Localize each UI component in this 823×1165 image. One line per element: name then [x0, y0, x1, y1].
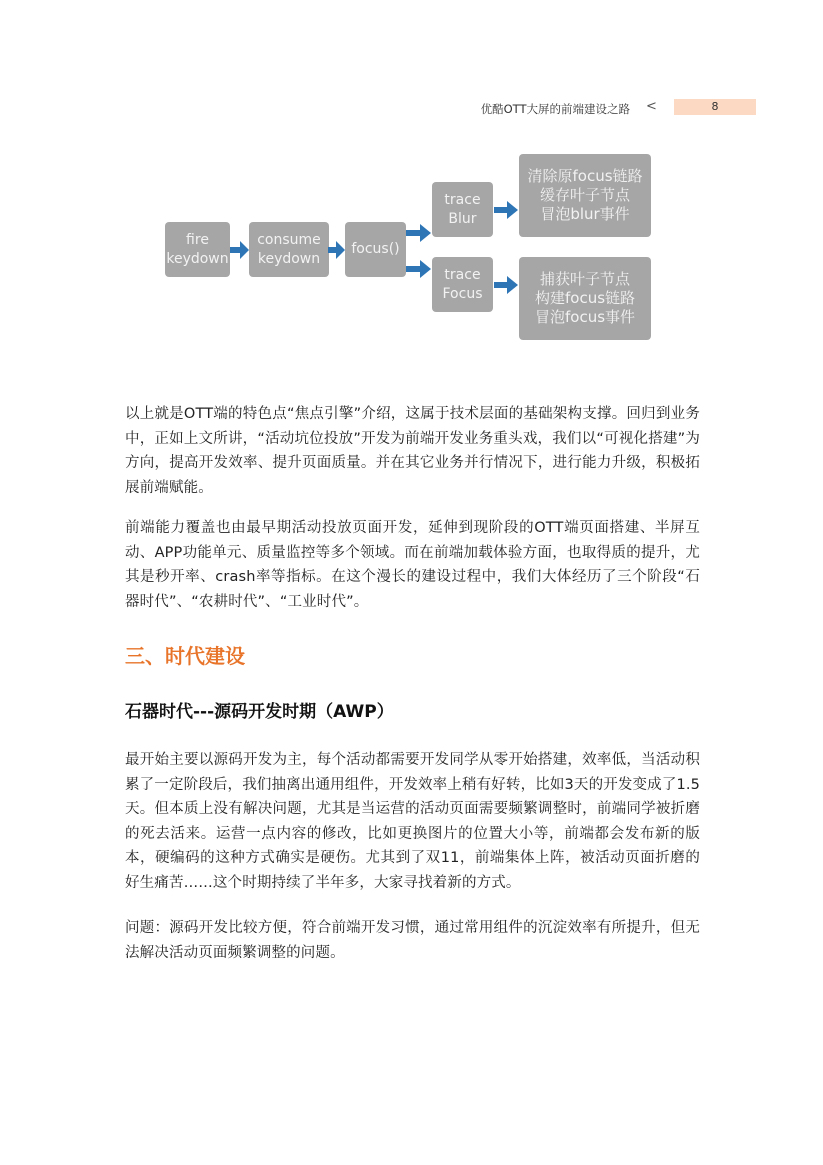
paragraph-intro: 以上就是OTT端的特色点“焦点引擎”介绍，这属于技术层面的基础架构支撑。回归到业务中，正如上文所讲，“活动坑位投放”开发为前端开发业务重头戏，我们以“可视化搭建”为方向，提高开发效率、提升页面质量。并在其它业务并行情况下，进行能力升级，积极拓展前端赋能。 — [125, 406, 700, 496]
section-heading: 三、时代建设 — [125, 644, 245, 668]
page-number: 8 — [674, 99, 756, 115]
arrow-focus-to-trace-focus — [406, 258, 432, 280]
sub-heading: 石器时代---源码开发时期（AWP） — [125, 702, 394, 722]
trace-blur-box: trace Blur — [432, 182, 493, 237]
arrow-consume-to-focus — [328, 240, 346, 260]
consume-keydown-box: consume keydown — [249, 222, 329, 277]
arrow-focus-to-actions — [494, 274, 519, 296]
blur-actions-box: 清除原focus链路 缓存叶子节点 冒泡blur事件 — [519, 154, 651, 237]
paragraph-capability: 前端能力覆盖也由最早期活动投放页面开发，延伸到现阶段的OTT端页面搭建、半屏互动、APP功能单元、质量监控等多个领域。而在前端加载体验方面，也取得质的提升，尤其是秒开率、crash率等指标。在这个漫长的建设过程中，我们大体经历了三个阶段“石器时代”、“农耕时代”、“工业时代”。 — [125, 520, 700, 610]
focus-call-box: focus() — [345, 222, 406, 277]
paragraph-stone-age: 最开始主要以源码开发为主，每个活动都需要开发同学从零开始搭建，效率低，当活动积累了一定阶段后，我们抽离出通用组件，开发效率上稍有好转，比如3天的开发变成了1.5天。但本质上没有解决问题，尤其是当运营的活动页面需要频繁调整时，前端同学被折磨的死去活来。运营一点内容的修改，比如更换图片的位置大小等，前端都会发布新的版本，硬编码的这种方式确实是硬伤。尤其到了双11，前端集体上阵，被活动页面折磨的好生痛苦……这个时期持续了半年多，大家寻找着新的方式。 — [125, 752, 700, 891]
arrow-focus-to-trace-blur — [406, 222, 432, 244]
chevron-left-icon: < — [646, 99, 657, 114]
arrow-fire-to-consume — [230, 240, 250, 260]
focus-actions-box: 捕获叶子节点 构建focus链路 冒泡focus事件 — [519, 257, 651, 340]
document-title: 优酷OTT大屏的前端建设之路 — [480, 102, 630, 116]
paragraph-problem: 问题：源码开发比较方便，符合前端开发习惯，通过常用组件的沉淀效率有所提升，但无法解决活动页面频繁调整的问题。 — [125, 920, 700, 961]
fire-keydown-box: fire keydown — [165, 222, 230, 277]
trace-focus-box: trace Focus — [432, 257, 493, 312]
arrow-blur-to-actions — [494, 199, 519, 221]
